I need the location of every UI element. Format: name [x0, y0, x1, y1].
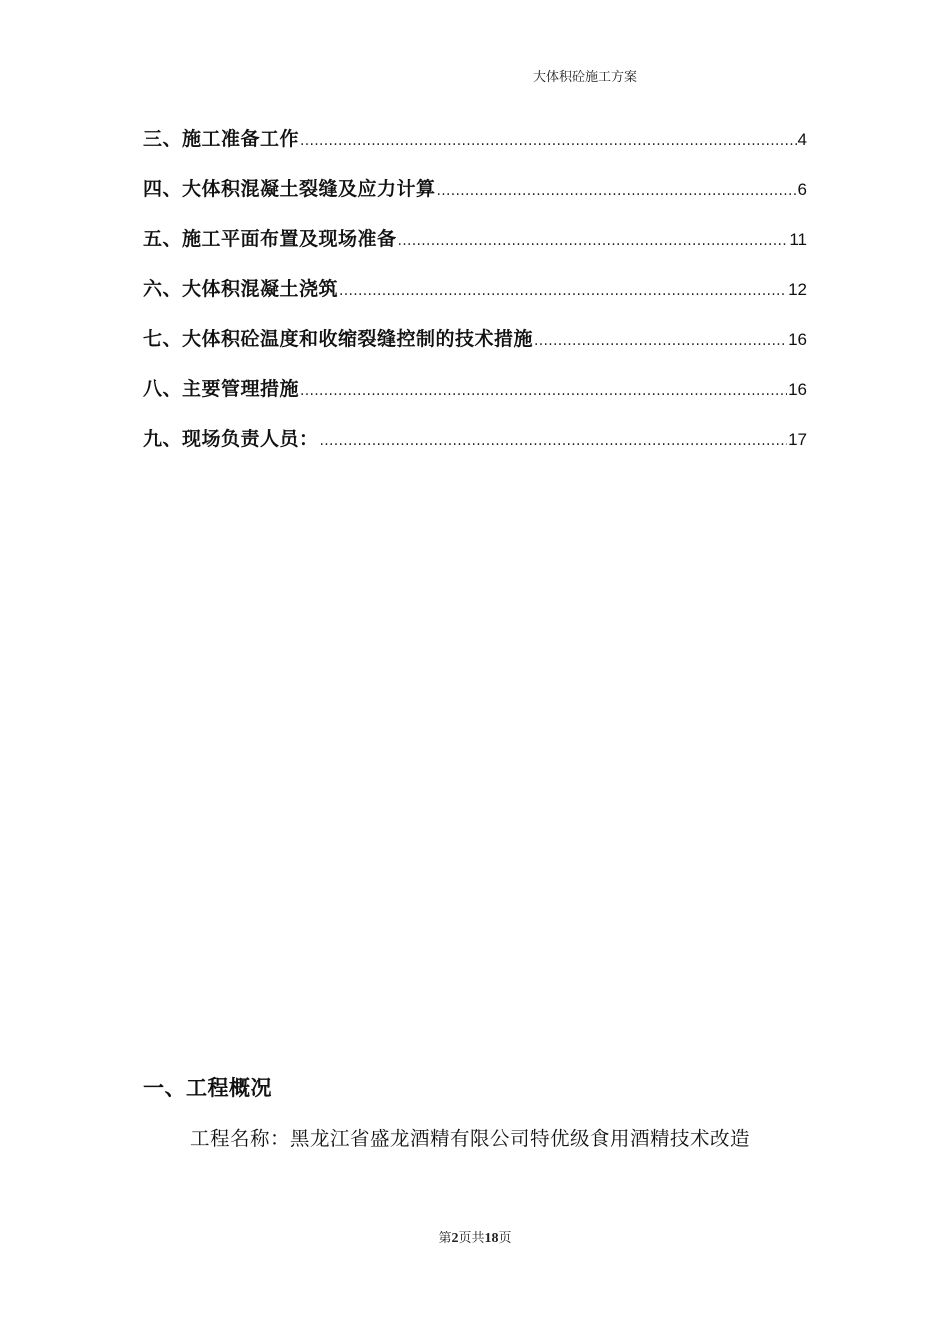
footer-total-pages: 18 [484, 1231, 499, 1246]
toc-leader-dots [300, 374, 787, 408]
header-title: 大体积砼施工方案 [532, 70, 637, 85]
footer-current-page: 2 [451, 1231, 459, 1246]
toc-leader-dots [398, 224, 789, 258]
toc-entry-page: 17 [788, 430, 807, 449]
toc-entry-title: 五、施工平面布置及现场准备 [143, 228, 397, 250]
table-of-contents [143, 122, 807, 472]
toc-entry-page: 6 [797, 180, 807, 199]
toc-leader-dots [534, 324, 787, 358]
toc-leader-dots [437, 174, 797, 208]
toc-entry-3[interactable] [143, 122, 807, 172]
footer-prefix: 第 [438, 1231, 452, 1246]
toc-entry-7[interactable] [143, 322, 807, 372]
toc-entry-title: 七、大体积砼温度和收缩裂缝控制的技术措施 [143, 328, 534, 350]
toc-leader-dots [339, 274, 787, 308]
body-paragraph: 工程名称：黑龙江省盛龙酒精有限公司特优级食用酒精技术改造 [190, 1127, 751, 1150]
toc-entry-title: 三、施工准备工作 [143, 128, 300, 150]
section-heading: 一、工程概况 [143, 1076, 272, 1100]
toc-entry-page: 16 [788, 330, 807, 349]
toc-entry-5[interactable] [143, 222, 807, 272]
toc-entry-title: 八、主要管理措施 [143, 378, 300, 400]
toc-leader-dots [300, 124, 797, 158]
toc-entry-page: 16 [788, 380, 807, 399]
toc-leader-dots [320, 424, 788, 458]
toc-entry-page: 11 [789, 230, 807, 249]
header-divider [143, 92, 807, 93]
toc-entry-page: 12 [788, 280, 807, 299]
footer-suffix: 页 [498, 1231, 512, 1246]
toc-entry-title: 九、现场负责人员： [143, 428, 319, 450]
toc-entry-title: 四、大体积混凝土裂缝及应力计算 [143, 178, 436, 200]
toc-entry-6[interactable] [143, 272, 807, 322]
toc-entry-9[interactable] [143, 422, 807, 472]
page-footer [375, 1227, 575, 1247]
toc-entry-8[interactable] [143, 372, 807, 422]
toc-entry-page: 4 [797, 130, 807, 149]
toc-entry-4[interactable] [143, 172, 807, 222]
toc-entry-title: 六、大体积混凝土浇筑 [143, 278, 339, 300]
page-header [500, 66, 670, 85]
footer-middle: 页共 [458, 1231, 485, 1246]
